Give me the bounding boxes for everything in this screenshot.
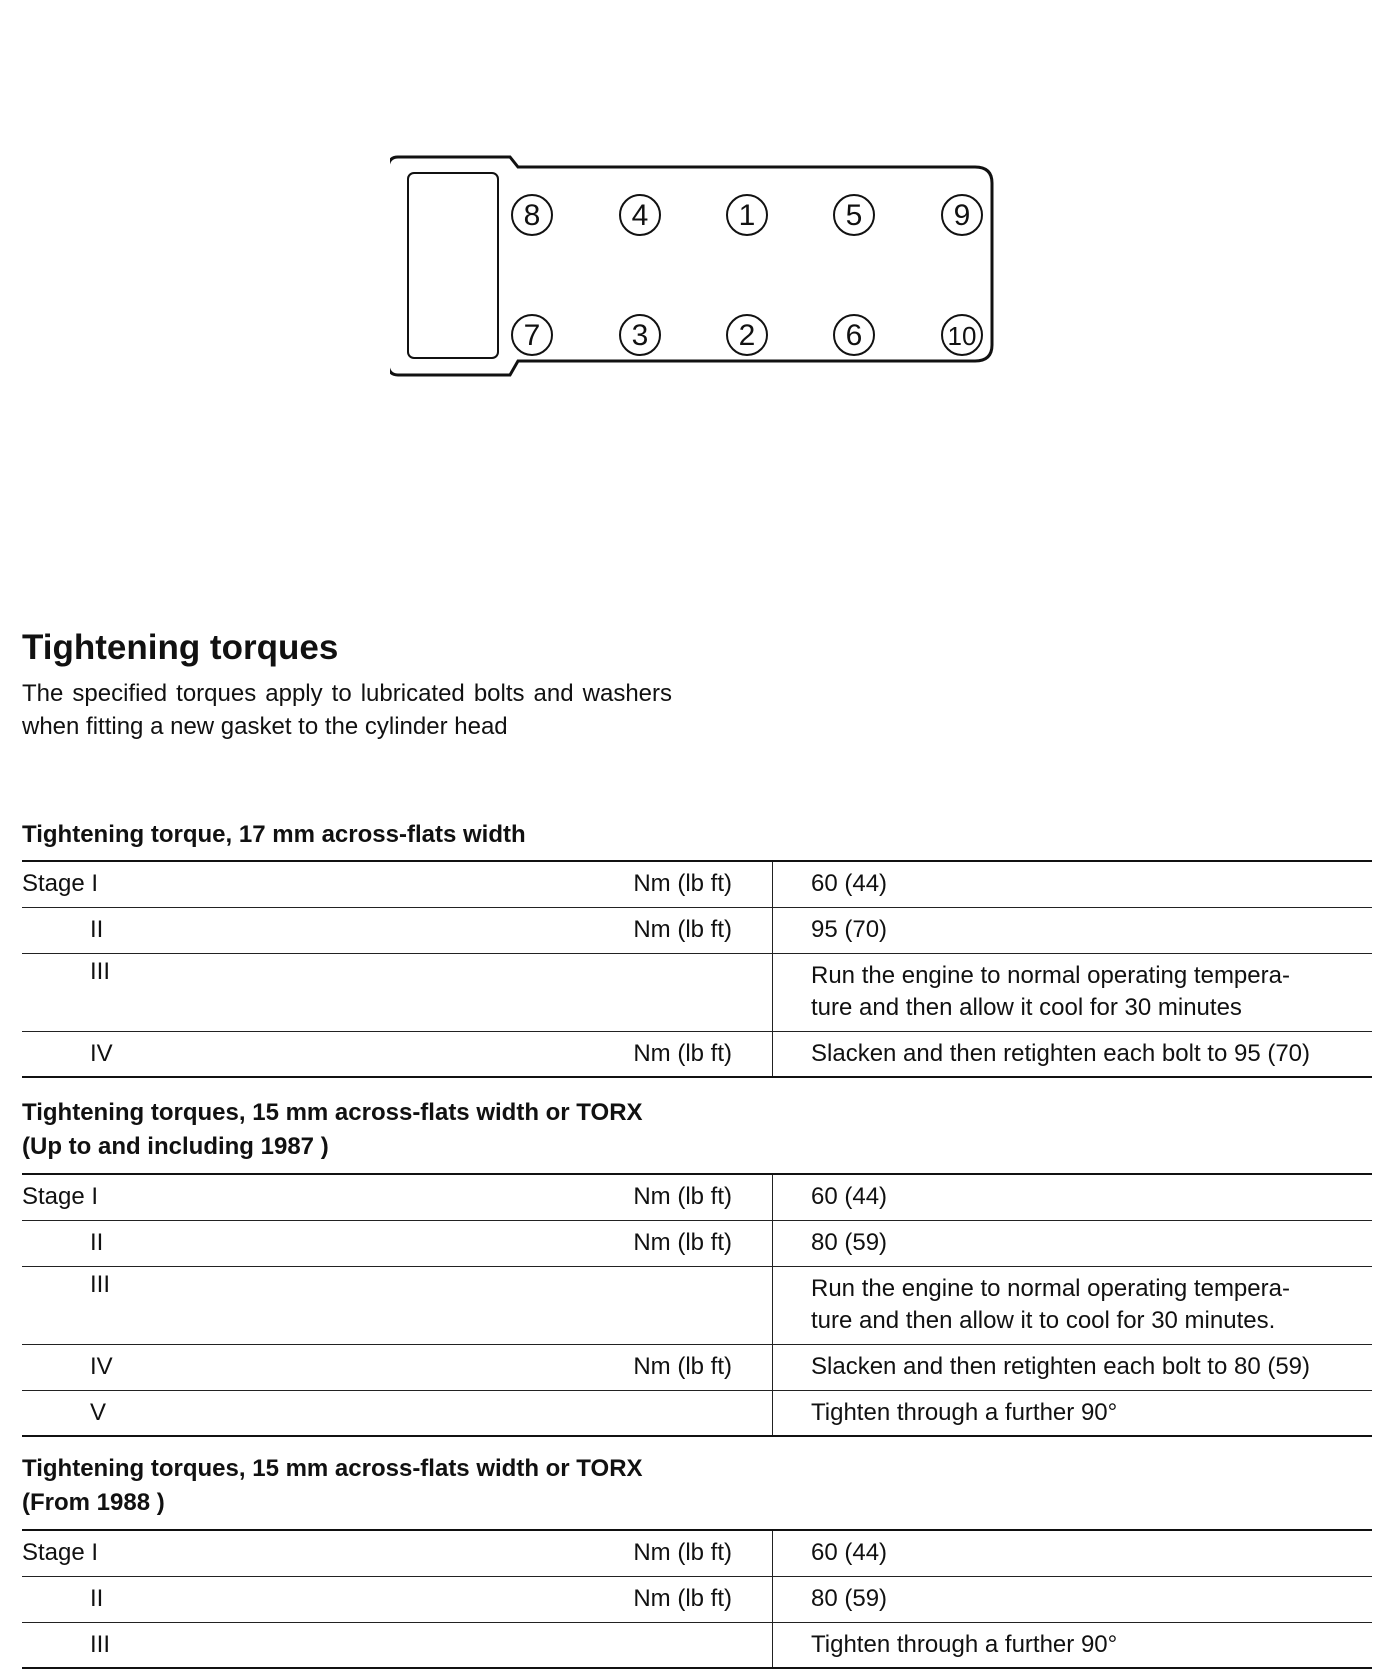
torque-value: Tighten through a further 90° xyxy=(773,1622,1373,1668)
unit-label xyxy=(432,1266,773,1344)
torque-value: 95 (70) xyxy=(773,907,1373,953)
torque-value: Slacken and then retighten each bolt to 80 (59) xyxy=(773,1344,1373,1390)
bolt-number: 1 xyxy=(738,199,756,232)
torque-value: 60 (44) xyxy=(773,1530,1373,1576)
cylinder-head-outline xyxy=(390,157,992,375)
table-row xyxy=(22,1031,1372,1077)
table-row xyxy=(22,1266,1372,1344)
stage-label: IV xyxy=(22,1344,432,1390)
page-title: Tightening torques xyxy=(22,628,339,667)
torque-value: 80 (59) xyxy=(773,1576,1373,1622)
table-row xyxy=(22,1576,1372,1622)
torque-value: 80 (59) xyxy=(773,1220,1373,1266)
end-plate-outline xyxy=(408,173,498,358)
torque-table-17mm xyxy=(22,860,1372,1078)
section-3-subtitle: (From 1988 ) xyxy=(22,1489,165,1516)
stage-label: III xyxy=(22,1622,432,1668)
stage-label: V xyxy=(22,1390,432,1436)
section-2-heading xyxy=(22,1096,643,1164)
unit-label xyxy=(432,953,773,1031)
stage-label: II xyxy=(22,1576,432,1622)
stage-label: II xyxy=(22,907,432,953)
section-1-heading xyxy=(22,818,526,852)
bolt-number: 10 xyxy=(947,321,977,351)
table-row xyxy=(22,861,1372,907)
section-3-title: Tightening torques, 15 mm across-flats width or TORX xyxy=(22,1455,643,1482)
stage-label: III xyxy=(22,1266,432,1344)
bolt-number: 2 xyxy=(738,319,756,352)
stage-label: Stage I xyxy=(22,870,99,898)
torque-table-15mm-to-1987 xyxy=(22,1173,1372,1437)
unit-label: Nm (lb ft) xyxy=(432,1576,773,1622)
table-row xyxy=(22,1220,1372,1266)
unit-label: Nm (lb ft) xyxy=(633,1183,732,1211)
section-2-title: Tightening torques, 15 mm across-flats width or TORX xyxy=(22,1099,643,1126)
section-2-subtitle: (Up to and including 1987 ) xyxy=(22,1133,329,1160)
intro-text: The specified torques apply to lubricated bolts and washers when fitting a new gasket to the cylinder head xyxy=(22,680,672,740)
cylinder-head-bolt-diagram xyxy=(390,155,1010,400)
bolt-number: 4 xyxy=(631,199,649,232)
table-row xyxy=(22,1622,1372,1668)
torque-value: 60 (44) xyxy=(773,861,1373,907)
bolt-number: 7 xyxy=(523,319,541,352)
bolt-number: 5 xyxy=(845,199,863,232)
unit-label: Nm (lb ft) xyxy=(432,1220,773,1266)
torque-table-15mm-from-1988 xyxy=(22,1529,1372,1669)
stage-label: Stage I xyxy=(22,1539,99,1567)
table-row xyxy=(22,953,1372,1031)
stage-label: IV xyxy=(22,1031,432,1077)
unit-label: Nm (lb ft) xyxy=(432,1031,773,1077)
stage-label: III xyxy=(22,953,432,1031)
table-row xyxy=(22,1344,1372,1390)
unit-label: Nm (lb ft) xyxy=(633,870,732,898)
stage-label: Stage I xyxy=(22,1183,99,1211)
unit-label xyxy=(432,1622,773,1668)
section-1-title: Tightening torque, 17 mm across-flats width xyxy=(22,821,526,848)
torque-value: 60 (44) xyxy=(773,1174,1373,1220)
torque-value: Tighten through a further 90° xyxy=(773,1390,1373,1436)
unit-label xyxy=(432,1390,773,1436)
table-row xyxy=(22,1390,1372,1436)
bolt-number: 8 xyxy=(523,199,541,232)
table-row xyxy=(22,1174,1372,1220)
torque-value: Run the engine to normal operating tempera- ture and then allow it cool for 30 minutes xyxy=(773,953,1373,1031)
stage-label: II xyxy=(22,1220,432,1266)
bolt-number: 6 xyxy=(845,319,863,352)
table-row xyxy=(22,1530,1372,1576)
torque-value: Run the engine to normal operating tempera- ture and then allow it to cool for 30 minutes. xyxy=(773,1266,1373,1344)
unit-label: Nm (lb ft) xyxy=(432,907,773,953)
bolt-number: 9 xyxy=(953,199,971,232)
section-3-heading xyxy=(22,1452,643,1520)
bolt-number: 3 xyxy=(631,319,649,352)
unit-label: Nm (lb ft) xyxy=(633,1539,732,1567)
torque-value: Slacken and then retighten each bolt to 95 (70) xyxy=(773,1031,1373,1077)
table-row xyxy=(22,907,1372,953)
unit-label: Nm (lb ft) xyxy=(432,1344,773,1390)
